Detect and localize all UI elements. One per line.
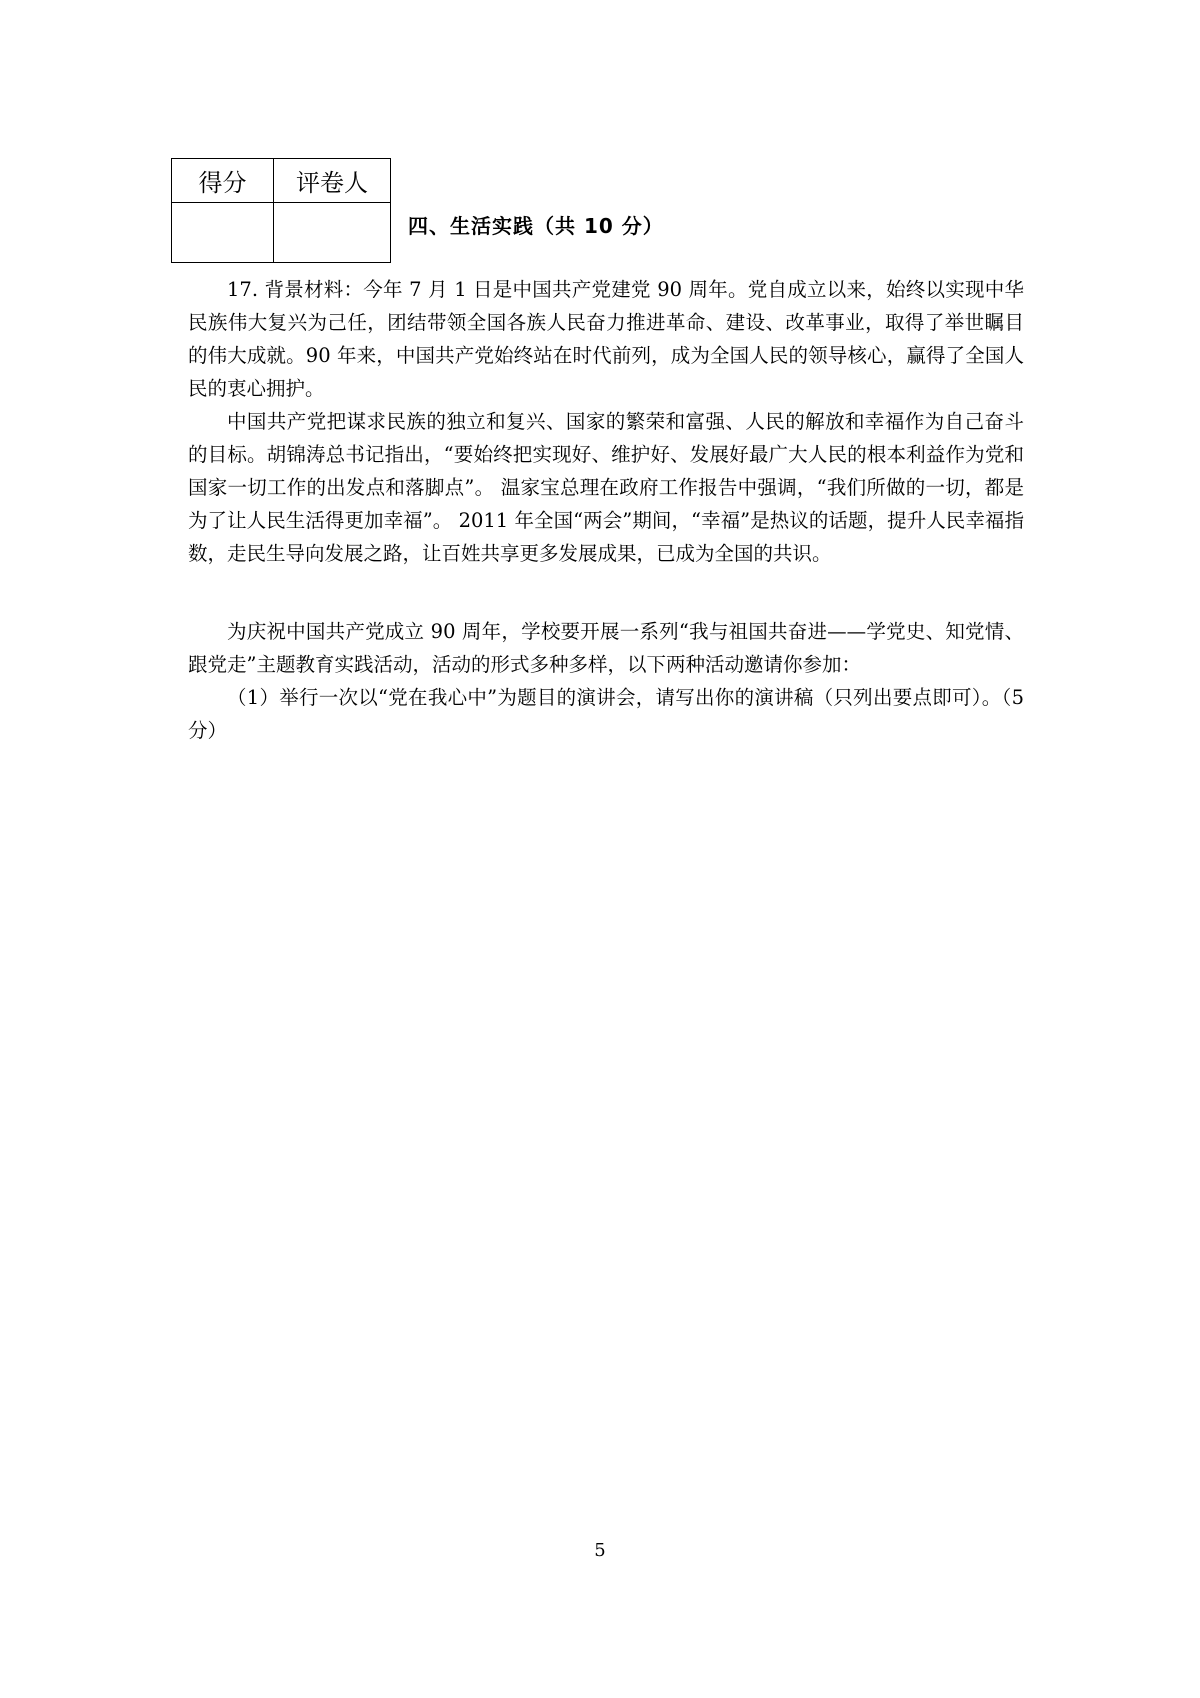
materials-paragraph-1: 17. 背景材料：今年 7 月 1 日是中国共产党建党 90 周年。党自成立以来，始终以实现中华民族伟大复兴为己任，团结带领全国各族人民奋力推进革命、建设、改革事业，取得了举世瞩目的伟大成就。90 年来，中国共产党始终站在时代前列，成为全国人民的领导核心，赢得了全国人民的衷心拥护。 (188, 278, 1024, 400)
activity-section (188, 615, 1024, 747)
page-number: 5 (594, 1540, 606, 1561)
background-materials (188, 273, 1024, 570)
grader-cell[interactable] (274, 203, 391, 263)
sub-question-1: （1）举行一次以“党在我心中”为题目的演讲会，请写出你的演讲稿（只列出要点即可）。（5 分） (188, 686, 1024, 742)
score-cell[interactable] (172, 203, 274, 263)
grader-label: 评卷人 (274, 159, 391, 203)
score-table (171, 158, 391, 263)
activity-intro: 为庆祝中国共产党成立 90 周年，学校要开展一系列“我与祖国共奋进——学党史、知党情、跟党走”主题教育实践活动，活动的形式多种多样，以下两种活动邀请你参加： (188, 620, 1024, 676)
materials-paragraph-2: 中国共产党把谋求民族的独立和复兴、国家的繁荣和富强、人民的解放和幸福作为自己奋斗的目标。胡锦涛总书记指出，“要始终把实现好、维护好、发展好最广大人民的根本利益作为党和国家一切工作的出发点和落脚点”。 温家宝总理在政府工作报告中强调，“我们所做的一切，都是为了让人民生活得更加幸福”。 2011 年全国“两会”期间，“幸福”是热议的话题，提升人民幸福指数，走民生导向发展之路，让百姓共享更多发展成果，已成为全国的共识。 (188, 410, 1024, 565)
score-label: 得分 (172, 159, 274, 203)
section-heading: 四、生活实践（共 10 分） (408, 214, 664, 238)
